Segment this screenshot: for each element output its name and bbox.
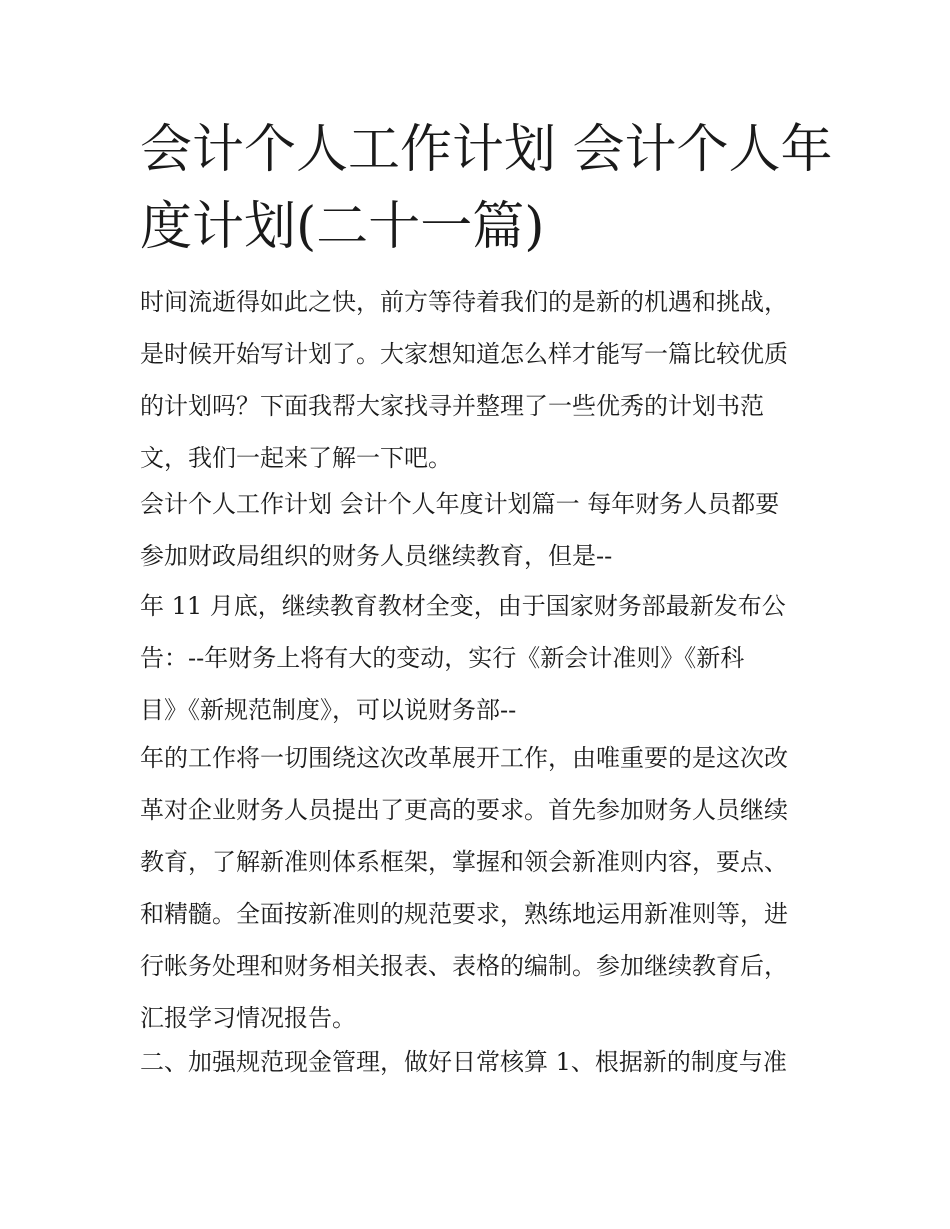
paragraph-intro [140, 276, 820, 484]
text-line: 革对企业财务人员提出了更高的要求。首先参加财务人员继续 [140, 796, 788, 824]
text-line: 行帐务处理和财务相关报表、表格的编制。参加继续教育后， [140, 952, 788, 980]
paragraph-education [140, 732, 820, 1044]
document-title [140, 112, 833, 266]
text-line: 是时候开始写计划了。大家想知道怎么样才能写一篇比较优质 [140, 340, 788, 368]
text-line: 告：--年财务上将有大的变动，实行《新会计准则》《新科 [140, 644, 745, 672]
text-line: 参加财政局组织的财务人员继续教育，但是-- [140, 542, 613, 570]
text-line: 教育，了解新准则体系框架，掌握和领会新准则内容，要点、 [140, 848, 788, 876]
paragraph-section-one [140, 478, 820, 582]
text-line: 会计个人工作计划 会计个人年度计划篇一 每年财务人员都要 [140, 490, 780, 518]
text-line: 时间流逝得如此之快，前方等待着我们的是新的机遇和挑战， [140, 288, 788, 316]
text-line: 文，我们一起来了解一下吧。 [140, 444, 452, 472]
text-line: 二、加强规范现金管理，做好日常核算 1、根据新的制度与准 [140, 1048, 787, 1076]
text-line: 年 11 月底，继续教育教材全变，由于国家财务部最新发布公 [140, 592, 786, 620]
title-line: 度计划(二十一篇) [140, 197, 545, 257]
text-line: 汇报学习情况报告。 [140, 1004, 356, 1032]
text-line: 年的工作将一切围绕这次改革展开工作，由唯重要的是这次改 [140, 744, 788, 772]
text-line: 的计划吗？下面我帮大家找寻并整理了一些优秀的计划书范 [140, 392, 764, 420]
paragraph-cash-management [140, 1036, 820, 1088]
text-line: 目》《新规范制度》，可以说财务部-- [140, 696, 517, 724]
title-line: 会计个人工作计划 会计个人年 [140, 120, 833, 180]
paragraph-reform [140, 580, 820, 736]
text-line: 和精髓。全面按新准则的规范要求，熟练地运用新准则等，进 [140, 900, 788, 928]
